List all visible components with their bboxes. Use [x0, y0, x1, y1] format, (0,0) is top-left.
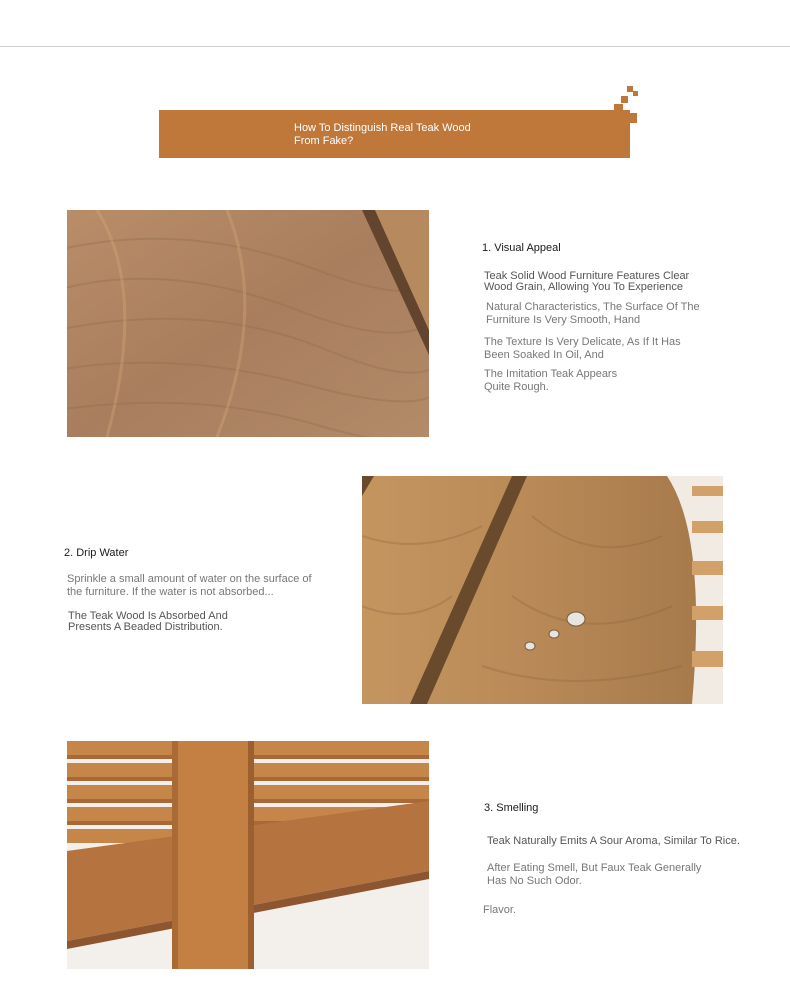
- section-3-paragraph: After Eating Smell, But Faux Teak Generally Has No Such Odor.: [487, 862, 702, 887]
- section-2-paragraph: Sprinkle a small amount of water on the surface of the furniture. If the water is not absorbed...: [67, 573, 312, 598]
- banner-title-line-2: From Fake?: [294, 135, 354, 147]
- water-droplet-photo: [362, 476, 723, 704]
- section-2-heading: 2. Drip Water: [64, 547, 129, 559]
- banner-title-line-1: How To Distinguish Real Teak Wood: [294, 122, 471, 134]
- section-1-heading: 1. Visual Appeal: [482, 242, 561, 254]
- section-1-paragraph: Natural Characteristics, The Surface Of The Furniture Is Very Smooth, Hand: [486, 301, 700, 326]
- section-2-paragraph: The Teak Wood Is Absorbed And Presents A Beaded Distribution.: [68, 610, 228, 633]
- section-3-heading: 3. Smelling: [484, 802, 539, 814]
- section-1-paragraph: The Texture Is Very Delicate, As If It Has Been Soaked In Oil, And: [484, 336, 681, 361]
- title-banner: [159, 110, 630, 158]
- teak-surface-photo: [67, 210, 429, 437]
- section-3-paragraph: Teak Naturally Emits A Sour Aroma, Similar To Rice.: [487, 835, 740, 847]
- section-3-paragraph: Flavor.: [483, 904, 517, 916]
- section-1-paragraph: Teak Solid Wood Furniture Features Clear Wood Grain, Allowing You To Experience: [484, 270, 690, 293]
- top-divider: [0, 46, 790, 47]
- banner-title: [294, 122, 504, 148]
- section-1-paragraph: The Imitation Teak Appears Quite Rough.: [484, 368, 618, 393]
- teak-shelf-photo: [67, 741, 429, 969]
